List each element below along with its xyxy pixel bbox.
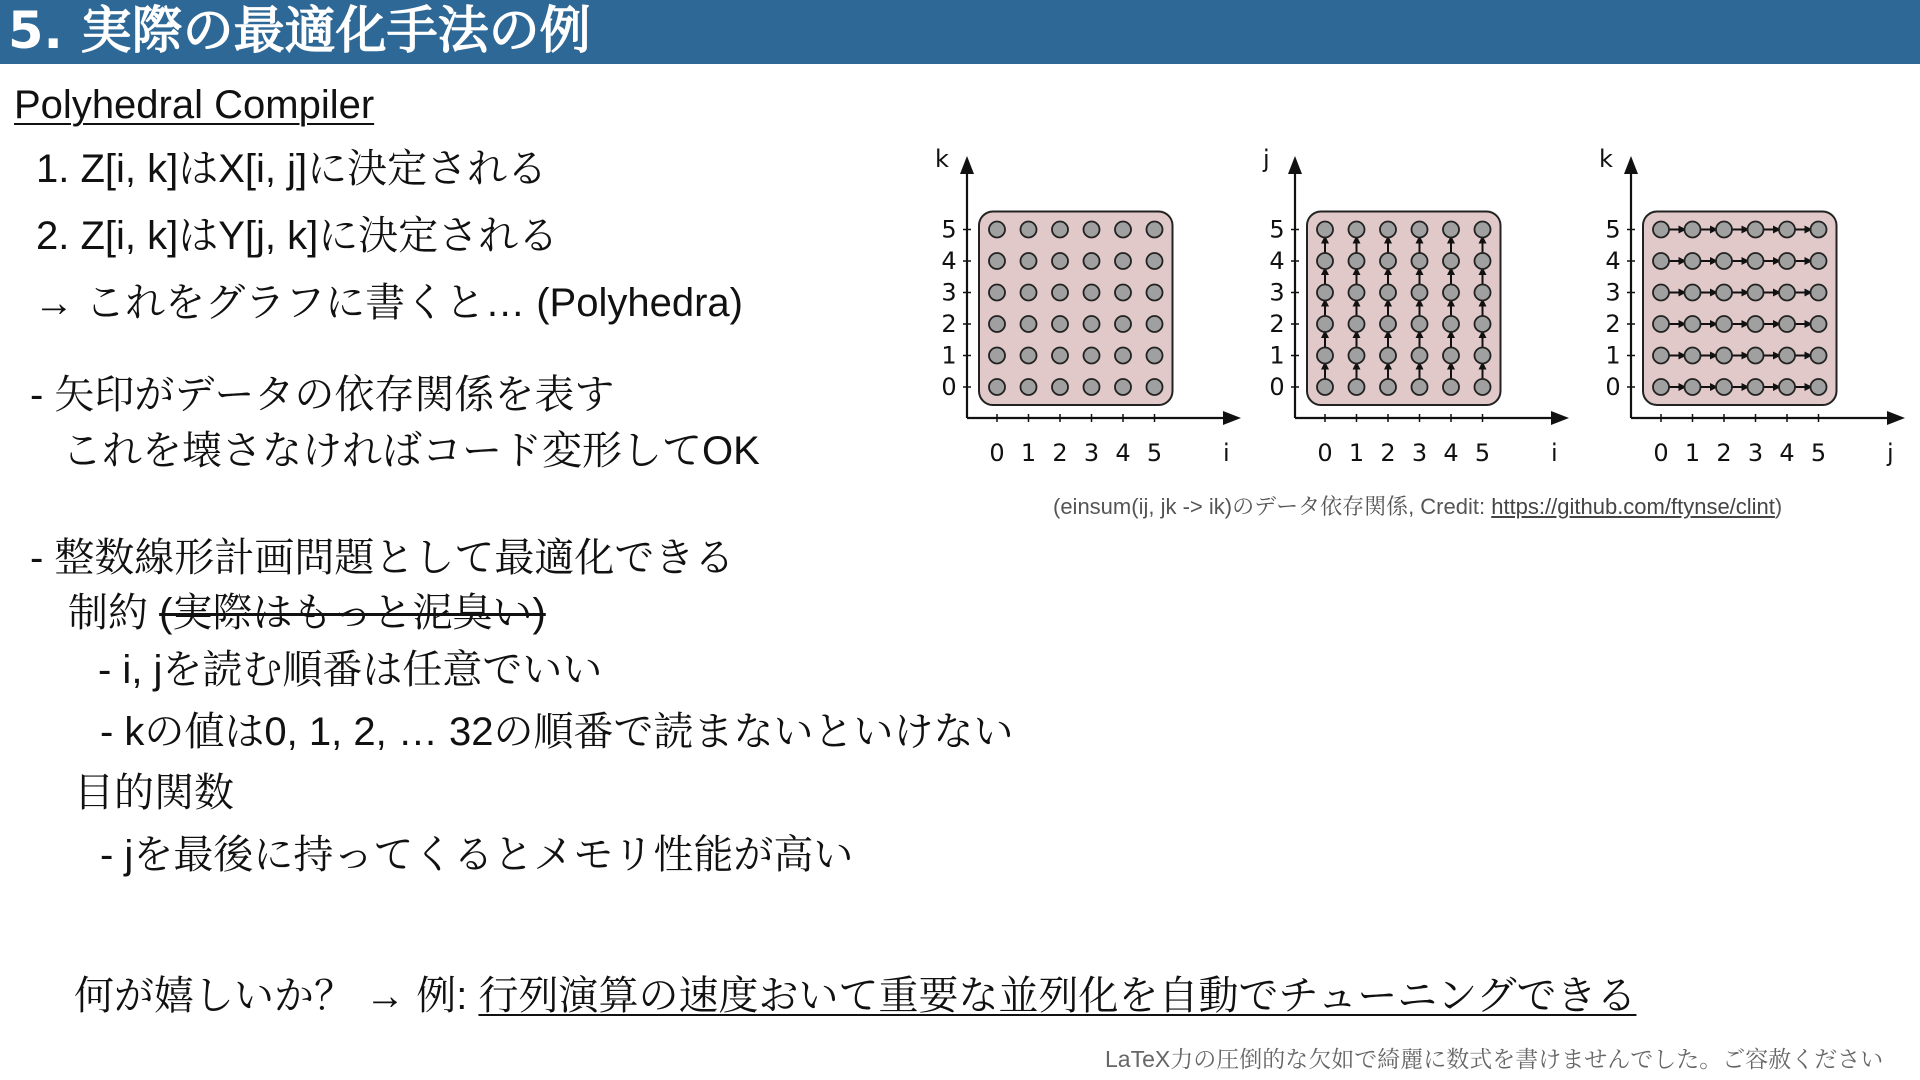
lattice-point [1716, 348, 1732, 364]
section-heading: Polyhedral Compiler [14, 83, 375, 127]
y-tick-label: 1 [941, 341, 957, 370]
lattice-point [1317, 316, 1333, 332]
y-tick-label: 2 [1269, 310, 1285, 338]
y-tick-label: 3 [941, 278, 957, 307]
lattice-point [989, 348, 1005, 364]
lattice-point [1653, 379, 1669, 395]
lattice-point [1475, 222, 1491, 238]
lattice-point [1443, 348, 1459, 364]
lattice-point [1443, 222, 1459, 238]
dependency-plot-ik [925, 140, 1255, 480]
lattice-point [1084, 222, 1100, 238]
lattice-point [1021, 316, 1037, 332]
lattice-point [1052, 222, 1068, 238]
lattice-point [1147, 222, 1163, 238]
lattice-point [1115, 348, 1131, 364]
lattice-point [1412, 253, 1428, 269]
lattice-point [1811, 379, 1827, 395]
lattice-point [1716, 222, 1732, 238]
y-tick-label: 5 [1605, 215, 1621, 244]
lattice-point [1115, 253, 1131, 269]
x-tick-label: 2 [1052, 439, 1068, 467]
lattice-point [1052, 379, 1068, 395]
lattice-point [1443, 285, 1459, 301]
lattice-point [1811, 285, 1827, 301]
lattice-point [1380, 253, 1396, 269]
lattice-point [1317, 348, 1333, 364]
polyhedron-region [979, 212, 1173, 406]
lattice-point [1317, 285, 1333, 301]
y-axis-arrowhead [1288, 156, 1302, 174]
lattice-point [1748, 253, 1764, 269]
x-tick-label: 0 [989, 439, 1005, 467]
lattice-point [1443, 253, 1459, 269]
y-tick-label: 5 [1269, 215, 1285, 244]
lattice-point [1147, 379, 1163, 395]
objective-label: 目的関数 [74, 771, 234, 815]
constraint-line [68, 590, 546, 636]
lattice-point [1412, 222, 1428, 238]
y-tick-label: 3 [1605, 278, 1621, 307]
x-tick-label: 4 [1443, 439, 1459, 467]
lattice-point [1380, 285, 1396, 301]
lattice-point [1779, 253, 1795, 269]
lattice-point [1716, 285, 1732, 301]
lattice-point [1084, 253, 1100, 269]
lattice-point [1380, 379, 1396, 395]
lattice-point [1021, 348, 1037, 364]
lattice-point [1052, 253, 1068, 269]
lattice-point [1779, 316, 1795, 332]
lattice-point [1115, 316, 1131, 332]
lattice-point [1685, 253, 1701, 269]
y-axis-label: k [1599, 145, 1613, 173]
lattice-point [1021, 253, 1037, 269]
lattice-point [1084, 285, 1100, 301]
lattice-point [1716, 253, 1732, 269]
lattice-point [1443, 379, 1459, 395]
figure-caption-prefix: (einsum(ij, jk -> ik)のデータ依存関係, Credit: [1053, 494, 1492, 519]
y-tick-label: 0 [1269, 373, 1285, 401]
lattice-point [1716, 316, 1732, 332]
lattice-point [1443, 316, 1459, 332]
lattice-point [1147, 285, 1163, 301]
lattice-point [1811, 316, 1827, 332]
lattice-point [1779, 379, 1795, 395]
lattice-point [1115, 285, 1131, 301]
lattice-point [1412, 379, 1428, 395]
x-tick-label: 5 [1810, 439, 1827, 467]
lattice-point [1317, 253, 1333, 269]
lattice-point [1021, 222, 1037, 238]
figure-caption [1053, 494, 1782, 519]
lattice-point [1052, 316, 1068, 332]
x-tick-label: 4 [1779, 439, 1795, 467]
lattice-point [1147, 348, 1163, 364]
constraint-strike-note: (実際はもっと泥臭い) [159, 591, 546, 635]
y-tick-label: 0 [1605, 373, 1621, 401]
y-tick-label: 4 [1269, 247, 1285, 275]
credit-link[interactable]: https://github.com/ftynse/clint [1491, 494, 1775, 519]
x-tick-label: 3 [1411, 439, 1428, 467]
lattice-point [1349, 285, 1365, 301]
figure-caption-suffix: ) [1774, 494, 1783, 519]
x-tick-label: 2 [1716, 439, 1732, 467]
lattice-point [1349, 348, 1365, 364]
lattice-point [1317, 222, 1333, 238]
y-tick-label: 5 [941, 215, 957, 244]
x-axis-label: j [1887, 439, 1894, 467]
ilp-line: - 整数線形計画問題として最適化できる [30, 536, 735, 580]
x-axis-arrowhead [1887, 411, 1905, 425]
lattice-point [1475, 316, 1491, 332]
arrows-note-line2: これを壊さなければコード変形してOK [62, 429, 760, 473]
lattice-point [1811, 253, 1827, 269]
benefit-highlight: 行列演算の速度おいて重要な並列化を自動でチューニングできる [478, 974, 1637, 1018]
y-axis-arrowhead [1624, 156, 1638, 174]
y-axis-label: k [935, 145, 949, 173]
lattice-point [1475, 253, 1491, 269]
x-tick-label: 1 [1684, 439, 1701, 467]
dependency-plot-kj [1589, 140, 1920, 480]
y-axis-arrowhead [960, 156, 974, 174]
lattice-point [1475, 285, 1491, 301]
lattice-point [1685, 348, 1701, 364]
x-axis-label: i [1551, 439, 1558, 467]
x-tick-label: 1 [1348, 439, 1365, 467]
lattice-point [1052, 348, 1068, 364]
lattice-point [989, 316, 1005, 332]
x-tick-label: 5 [1146, 439, 1163, 467]
x-tick-label: 5 [1474, 439, 1491, 467]
lattice-point [1021, 379, 1037, 395]
lattice-point [1380, 222, 1396, 238]
lattice-point [1748, 222, 1764, 238]
y-tick-label: 4 [1605, 247, 1621, 275]
lattice-point [1653, 253, 1669, 269]
lattice-point [1084, 348, 1100, 364]
x-tick-label: 4 [1115, 439, 1131, 467]
lattice-point [1748, 379, 1764, 395]
lattice-point [1380, 316, 1396, 332]
lattice-point [1084, 316, 1100, 332]
y-tick-label: 2 [941, 310, 957, 338]
lattice-point [1115, 379, 1131, 395]
lattice-point [1685, 316, 1701, 332]
lattice-point [1052, 285, 1068, 301]
y-tick-label: 2 [1605, 310, 1621, 338]
x-tick-label: 0 [1653, 439, 1669, 467]
lattice-point [1716, 379, 1732, 395]
x-tick-label: 1 [1020, 439, 1037, 467]
benefit-line [74, 973, 1636, 1019]
lattice-point [1412, 285, 1428, 301]
lattice-point [1380, 348, 1396, 364]
lattice-point [1475, 348, 1491, 364]
x-axis-arrowhead [1551, 411, 1569, 425]
lattice-point [1685, 285, 1701, 301]
objective-item: - jを最後に持ってくるとメモリ性能が高い [100, 833, 854, 877]
lattice-point [1349, 316, 1365, 332]
x-axis-label: i [1223, 439, 1230, 467]
step-1: 1. Z[i, k]はX[i, j]に決定される [36, 147, 548, 191]
footer-note: LaTeX力の圧倒的な欠如で綺麗に数式を書けませんでした。ご容赦ください [1105, 1046, 1884, 1072]
y-axis-label: j [1263, 145, 1270, 173]
lattice-point [1147, 253, 1163, 269]
x-tick-label: 3 [1747, 439, 1764, 467]
arrows-note-line1: - 矢印がデータの依存関係を表す [30, 373, 615, 417]
y-tick-label: 4 [941, 247, 957, 275]
benefit-prefix: 何が嬉しいか？ → 例: [74, 974, 479, 1018]
lattice-point [1021, 285, 1037, 301]
lattice-point [1685, 379, 1701, 395]
lattice-point [1349, 253, 1365, 269]
polyhedron-region [1307, 212, 1501, 406]
x-tick-label: 0 [1317, 439, 1333, 467]
lattice-point [1349, 222, 1365, 238]
lattice-point [1653, 348, 1669, 364]
lattice-point [1748, 348, 1764, 364]
lattice-point [1317, 379, 1333, 395]
y-tick-label: 0 [941, 373, 957, 401]
lattice-point [1653, 316, 1669, 332]
lattice-point [1779, 222, 1795, 238]
lattice-point [1748, 285, 1764, 301]
slide-header [0, 0, 1920, 64]
lattice-point [1685, 222, 1701, 238]
dependency-plot-ji [1253, 140, 1583, 480]
lattice-point [1412, 348, 1428, 364]
polyhedron-region [1643, 212, 1837, 406]
lattice-point [1811, 222, 1827, 238]
slide-title: 5. 実際の最適化手法の例 [8, 2, 591, 61]
constraint-item-1: - i, jを読む順番は任意でいい [98, 648, 603, 692]
x-tick-label: 3 [1083, 439, 1100, 467]
lattice-point [989, 379, 1005, 395]
lattice-point [1811, 348, 1827, 364]
lattice-point [1653, 222, 1669, 238]
lattice-point [1779, 348, 1795, 364]
lattice-point [1412, 316, 1428, 332]
step-graph: → これをグラフに書くと… (Polyhedra) [34, 281, 743, 325]
y-tick-label: 1 [1605, 341, 1621, 370]
lattice-point [1147, 316, 1163, 332]
lattice-point [989, 222, 1005, 238]
lattice-point [1779, 285, 1795, 301]
y-tick-label: 3 [1269, 278, 1285, 307]
step-2: 2. Z[i, k]はY[j, k]に決定される [36, 214, 559, 258]
lattice-point [1115, 222, 1131, 238]
lattice-point [1748, 316, 1764, 332]
lattice-point [1084, 379, 1100, 395]
y-tick-label: 1 [1269, 341, 1285, 370]
x-axis-arrowhead [1223, 411, 1241, 425]
x-tick-label: 2 [1380, 439, 1396, 467]
lattice-point [989, 285, 1005, 301]
lattice-point [1653, 285, 1669, 301]
lattice-point [989, 253, 1005, 269]
lattice-point [1475, 379, 1491, 395]
lattice-point [1349, 379, 1365, 395]
constraint-item-2: - kの値は0, 1, 2, … 32の順番で読まないといけない [100, 710, 1014, 754]
constraint-label: 制約 [68, 591, 148, 635]
